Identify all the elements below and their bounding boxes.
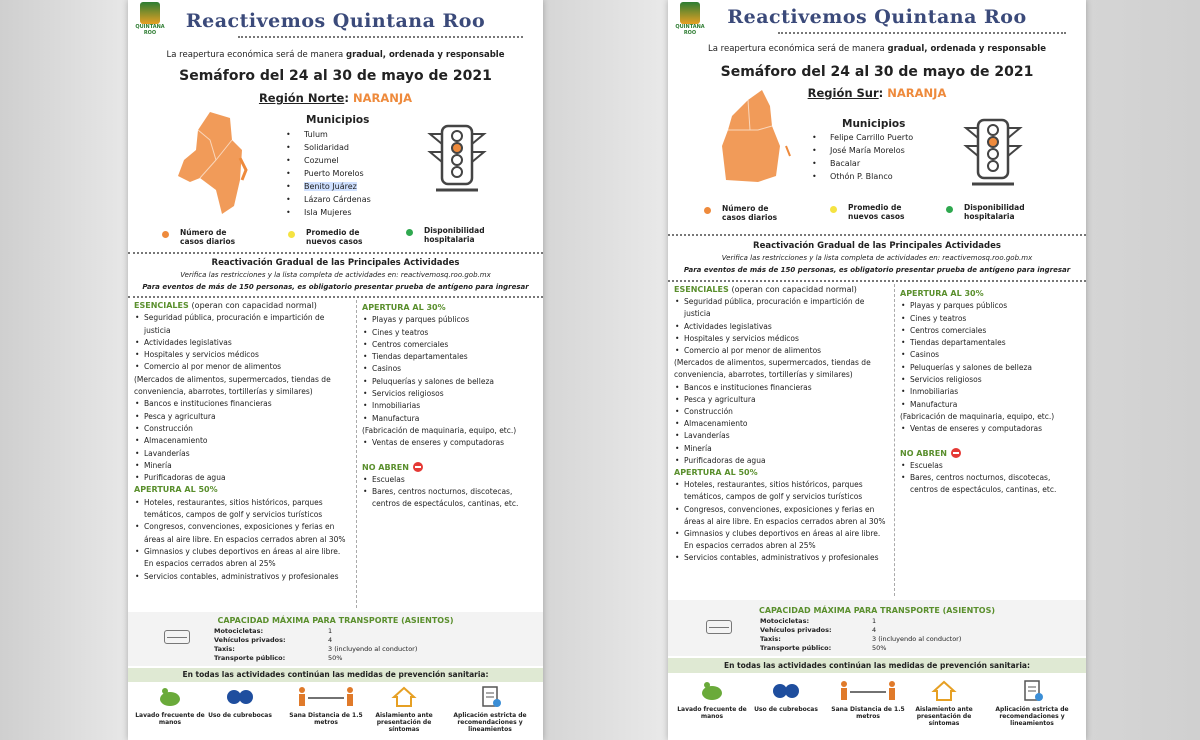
list-item: • Lavanderías <box>674 430 892 442</box>
list-item: • Hospitales y servicios médicos <box>134 349 352 361</box>
column-esenciales: ESENCIALES (operan con capacidad normal) • Seguridad pública, procuración e impartición de justicia • Actividades legislativas • Hospitales y servicios médicos • Comercio al por menor de alimentos (Mercados de alimentos, supermercados, tiendas de conveniencia, abarrotes, tortillerías y similares) • Bancos e instituciones financieras • Pesca y agricultura • Construcción • Almacenamiento • Lavanderías • Minería • Purificadoras de agua APERTURA AL 50% • Hoteles, restaurantes, sitios históricos, parques temáticos, campos de golf y servicios turísticos • Congresos, convenciones, exposiciones y ferias en áreas al aire libre. En espacios cerrados abren al 30% • Gimnasios y clubes deportivos en áreas al aire libre. En espacios cerrados abren al 25% • Servicios contables, administrativos y profesionales <box>134 300 352 583</box>
guidelines-measure: Aplicación estricta de recomendaciones y lineamientos <box>450 686 530 733</box>
mask-measure: Uso de cubrebocas <box>746 680 826 713</box>
municipios-title: Municipios <box>306 114 370 126</box>
list-item: • Centros comerciales <box>900 325 1080 337</box>
list-item: • Seguridad pública, procuración e impartición de justicia <box>134 312 352 337</box>
medidas-icons <box>128 686 543 740</box>
list-item: • Bancos e instituciones financieras <box>134 398 352 410</box>
legend-promedio: Promedio de nuevos casos <box>848 203 908 221</box>
list-item: • Peluquerías y salones de belleza <box>900 362 1080 374</box>
list-item: • Gimnasios y clubes deportivos en áreas al aire libre. En espacios cerrados abren al 25% <box>134 546 352 571</box>
transport-section: CAPACIDAD MÁXIMA PARA TRANSPORTE (ASIENTOS) Motocicletas: 1 Vehículos privados: 4 Taxis: 3 (incluyendo al conductor) Transporte público: 50% <box>668 600 1086 656</box>
bus-icon <box>706 620 732 634</box>
handwash-measure: Lavado frecuente de manos <box>672 680 752 720</box>
checklist-icon <box>477 686 503 708</box>
house-icon <box>931 680 957 702</box>
medidas-title: En todas las actividades continúan las medidas de prevención sanitaria: <box>668 658 1086 673</box>
list-item: • Construcción <box>674 406 892 418</box>
infographic-sur <box>668 0 1086 740</box>
page-title: Reactivemos Quintana Roo <box>727 6 1027 28</box>
list-item: • Construcción <box>134 423 352 435</box>
list-item: • Othón P. Blanco <box>810 170 913 183</box>
list-item: • Bacalar <box>810 157 913 170</box>
semaforo-date: Semáforo del 24 al 30 de mayo de 2021 <box>179 68 492 84</box>
bus-icon <box>164 630 190 644</box>
list-item: • Bares, centros nocturnos, discotecas, centros de espectáculos, cantinas, etc. <box>900 472 1080 497</box>
list-item: • Felipe Carrillo Puerto <box>810 131 913 144</box>
list-item: • Puerto Morelos <box>284 167 371 180</box>
subtitle: La reapertura económica será de manera gradual, ordenada y responsable <box>166 50 505 60</box>
state-logo: QUINTANA ROO <box>132 0 168 36</box>
list-item: • Bares, centros nocturnos, discotecas, centros de espectáculos, cantinas, etc. <box>362 486 538 511</box>
medidas-icons <box>668 680 1086 740</box>
eventos-note: Para eventos de más de 150 personas, es obligatorio presentar prueba de antígeno para ingresar <box>683 266 1071 274</box>
municipios-list <box>284 128 371 219</box>
actividades-title: Reactivación Gradual de las Principales Actividades <box>211 258 460 268</box>
list-item: • Manufactura <box>362 413 538 425</box>
list-item: • Tulum <box>284 128 371 141</box>
list-item: • Actividades legislativas <box>674 321 892 333</box>
verify-note: Verifica las restricciones y la lista completa de actividades en: reactivemosq.roo.gob.mx <box>721 254 1033 262</box>
list-item: • Casinos <box>362 363 538 375</box>
mask-measure: Uso de cubrebocas <box>200 686 280 719</box>
checklist-icon <box>1019 680 1045 702</box>
list-item: • Cozumel <box>284 154 371 167</box>
house-icon <box>391 686 417 708</box>
list-item: • Tiendas departamentales <box>362 351 538 363</box>
actividades-title: Reactivación Gradual de las Principales Actividades <box>753 241 1001 251</box>
distance-measure: Sana Distancia de 1.5 metros <box>286 686 366 726</box>
list-item: • Escuelas <box>362 474 538 486</box>
list-item: • Solidaridad <box>284 141 371 154</box>
mask-icon <box>227 686 253 708</box>
list-item: • Hoteles, restaurantes, sitios históricos, parques temáticos, campos de golf y servicios turísticos <box>134 497 352 522</box>
guidelines-measure: Aplicación estricta de recomendaciones y lineamientos <box>992 680 1072 727</box>
list-item: • Centros comerciales <box>362 339 538 351</box>
list-item: • Lavanderías <box>134 448 352 460</box>
distance-icon <box>838 680 898 702</box>
no-abren-heading: NO ABREN <box>900 448 1080 460</box>
list-item: • Benito Juárez <box>284 180 371 193</box>
list-item: • Servicios contables, administrativos y profesionales <box>134 571 352 583</box>
semaforo-date: Semáforo del 24 al 30 de mayo de 2021 <box>720 64 1034 80</box>
page-title: Reactivemos Quintana Roo <box>185 10 486 32</box>
list-item: • José María Morelos <box>810 144 913 157</box>
list-item: • Congresos, convenciones, exposiciones y ferias en áreas al aire libre. En espacios cerrados abren al 30% <box>134 521 352 546</box>
municipios-title: Municipios <box>842 118 906 130</box>
handwash-measure: Lavado frecuente de manos <box>130 686 210 726</box>
handwash-icon <box>699 680 725 702</box>
prohibited-icon <box>413 462 423 472</box>
column-apertura30: APERTURA AL 30% • Playas y parques públicos • Cines y teatros • Centros comerciales • Tiendas departamentales • Casinos • Peluquerías y salones de belleza • Servicios religiosos • Inmobiliarias • Manufactura (Fabricación de maquinaria, equipo, etc.) • Ventas de enseres y computadoras NO ABREN • Escuelas • Bares, centros nocturnos, discotecas, centros de espectáculos, cantinas, etc. <box>900 288 1080 497</box>
list-item: • Lázaro Cárdenas <box>284 193 371 206</box>
list-item: • Comercio al por menor de alimentos <box>134 361 352 373</box>
list-item: • Purificadoras de agua <box>134 472 352 484</box>
list-item: • Comercio al por menor de alimentos <box>674 345 892 357</box>
list-item: • Minería <box>134 460 352 472</box>
eventos-note: Para eventos de más de 150 personas, es obligatorio presentar prueba de antígeno para ingresar <box>142 283 529 291</box>
infographic-norte <box>128 0 543 740</box>
subtitle: La reapertura económica será de manera gradual, ordenada y responsable <box>708 44 1046 54</box>
list-item: • Servicios religiosos <box>900 374 1080 386</box>
isolation-measure: Aislamiento ante presentación de síntomas <box>364 686 444 733</box>
column-esenciales: ESENCIALES (operan con capacidad normal) • Seguridad pública, procuración e impartición de justicia • Actividades legislativas • Hospitales y servicios médicos • Comercio al por menor de alimentos (Mercados de alimentos, supermercados, tiendas de conveniencia, abarrotes, tortillerías y similares) • Bancos e instituciones financieras • Pesca y agricultura • Construcción • Almacenamiento • Lavanderías • Minería • Purificadoras de agua APERTURA AL 50% • Hoteles, restaurantes, sitios históricos, parques temáticos, campos de golf y servicios turísticos • Congresos, convenciones, exposiciones y ferias en áreas al aire libre. En espacios cerrados abren al 30% • Gimnasios y clubes deportivos en áreas al aire libre. En espacios cerrados abren al 25% • Servicios contables, administrativos y profesionales <box>674 284 892 565</box>
list-item: • Hoteles, restaurantes, sitios históricos, parques temáticos, campos de golf y servicios turísticos <box>674 479 892 503</box>
list-item: • Manufactura <box>900 399 1080 411</box>
legend-hospital: Disponibilidad hospitalaria <box>964 203 1034 221</box>
list-item: • Congresos, convenciones, exposiciones y ferias en áreas al aire libre. En espacios cerrados abren al 30% <box>674 504 892 528</box>
medidas-title: En todas las actividades continúan las medidas de prevención sanitaria: <box>128 668 543 682</box>
municipios-list <box>810 131 913 183</box>
distance-icon <box>296 686 356 708</box>
list-item: • Actividades legislativas <box>134 337 352 349</box>
list-item: • Almacenamiento <box>134 435 352 447</box>
column-apertura30: APERTURA AL 30% • Playas y parques públicos • Cines y teatros • Centros comerciales • Tiendas departamentales • Casinos • Peluquerías y salones de belleza • Servicios religiosos • Inmobiliarias • Manufactura (Fabricación de maquinaria, equipo, etc.) • Ventas de enseres y computadoras NO ABREN • Escuelas • Bares, centros nocturnos, discotecas, centros de espectáculos, cantinas, etc. <box>362 302 538 511</box>
list-item: • Playas y parques públicos <box>362 314 538 326</box>
traffic-light-icon <box>958 118 1028 188</box>
region-map <box>718 86 798 186</box>
legend-casos: Número de casos diarios <box>180 228 250 246</box>
distance-measure: Sana Distancia de 1.5 metros <box>828 680 908 720</box>
list-item: • Playas y parques públicos <box>900 300 1080 312</box>
list-item: • Casinos <box>900 349 1080 361</box>
region-map <box>170 110 250 220</box>
list-item: • Almacenamiento <box>674 418 892 430</box>
region-heading: Región Norte: NARANJA <box>258 91 413 105</box>
list-item: • Seguridad pública, procuración e impartición de justicia <box>674 296 892 320</box>
legend-casos: Número de casos diarios <box>722 204 792 222</box>
mask-icon <box>773 680 799 702</box>
list-item: • Inmobiliarias <box>900 386 1080 398</box>
verify-note: Verifica las restricciones y la lista completa de actividades en: reactivemosq.roo.gob.mx <box>180 271 491 279</box>
list-item: • Isla Mujeres <box>284 206 371 219</box>
list-item: • Servicios contables, administrativos y profesionales <box>674 552 892 564</box>
list-item: • Hospitales y servicios médicos <box>674 333 892 345</box>
list-item: • Inmobiliarias <box>362 400 538 412</box>
no-abren-heading: NO ABREN <box>362 462 538 474</box>
list-item: • Pesca y agricultura <box>674 394 892 406</box>
list-item: • Cines y teatros <box>900 313 1080 325</box>
list-item: • Gimnasios y clubes deportivos en áreas al aire libre. En espacios cerrados abren al 25% <box>674 528 892 552</box>
isolation-measure: Aislamiento ante presentación de síntomas <box>904 680 984 727</box>
legend-promedio: Promedio de nuevos casos <box>306 228 366 246</box>
list-item: • Cines y teatros <box>362 327 538 339</box>
list-item: • Ventas de enseres y computadoras <box>900 423 1080 435</box>
list-item: • Tiendas departamentales <box>900 337 1080 349</box>
list-item: • Servicios religiosos <box>362 388 538 400</box>
legend-hospital: Disponibilidad hospitalaria <box>424 226 494 244</box>
list-item: • Pesca y agricultura <box>134 411 352 423</box>
state-logo: QUINTANA ROO <box>672 0 708 36</box>
list-item: • Peluquerías y salones de belleza <box>362 376 538 388</box>
prohibited-icon <box>951 448 961 458</box>
list-item: • Bancos e instituciones financieras <box>674 382 892 394</box>
handwash-icon <box>157 686 183 708</box>
list-item: • Purificadoras de agua <box>674 455 892 467</box>
list-item: • Minería <box>674 443 892 455</box>
list-item: • Escuelas <box>900 460 1080 472</box>
list-item: • Ventas de enseres y computadoras <box>362 437 538 449</box>
transport-section: CAPACIDAD MÁXIMA PARA TRANSPORTE (ASIENTOS) Motocicletas: 1 Vehículos privados: 4 Taxis: 3 (incluyendo al conductor) Transporte público: 50% <box>128 612 543 666</box>
traffic-light-icon <box>422 124 492 194</box>
region-heading: Región Sur: NARANJA <box>807 86 947 100</box>
